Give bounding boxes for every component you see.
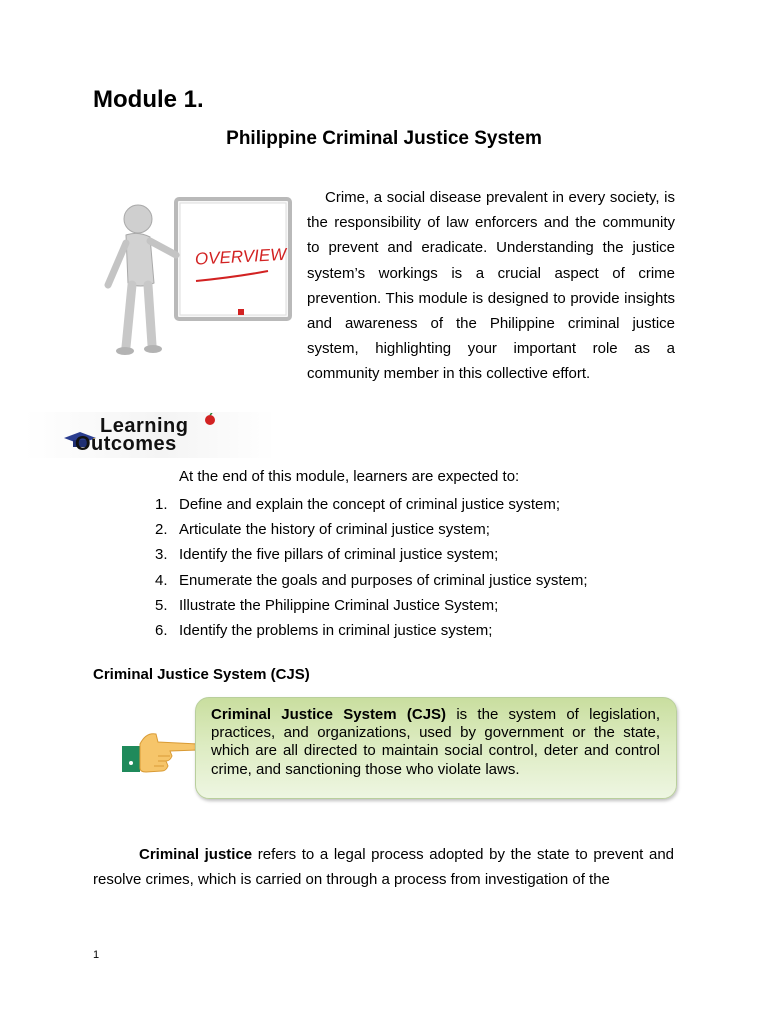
body-paragraph [93, 842, 674, 892]
paragraph-term: Criminal justice [139, 846, 253, 863]
list-item [150, 517, 588, 542]
list-item [150, 542, 588, 567]
list-text: Articulate the history of criminal justice system; [179, 521, 490, 539]
list-text: Illustrate the Philippine Criminal Justice System; [179, 596, 499, 614]
learning-outcomes-intro: At the end of this module, learners are expected to: [179, 468, 520, 485]
section-heading: Criminal Justice System (CJS) [93, 666, 310, 683]
learning-outcomes-list [150, 492, 588, 643]
definition-text: is the system of legislation, practices, and organizations, used by government or the state, which are all directed to maintain social control, deter and control crime, and sanctioning those who violate laws. [211, 706, 660, 778]
overview-illustration [96, 193, 296, 363]
definition-term: Criminal Justice System (CJS) [211, 706, 447, 723]
list-text: Define and explain the concept of criminal justice system; [179, 496, 561, 513]
banner-line-2: Outcomes [75, 433, 177, 455]
list-item [150, 593, 588, 618]
list-item [150, 568, 588, 593]
page-number: 1 [93, 949, 100, 961]
page-title: Philippine Criminal Justice System [226, 128, 542, 149]
apple-icon [203, 413, 217, 425]
banner-line-1: Learning [100, 415, 189, 437]
list-item [150, 492, 588, 517]
list-number: 6. [155, 621, 168, 639]
list-number: 2. [155, 521, 168, 539]
list-number: 1. [155, 496, 168, 513]
list-number: 4. [155, 571, 168, 589]
list-item [150, 618, 588, 643]
list-number: 5. [155, 596, 168, 614]
intro-paragraph: Crime, a social disease prevalent in every society, is the responsibility of law enforcers and the community to prevent and eradicate. Understanding the justice system’s workings is a crucial aspect of crime prevention. This module is designed to provide insights and awareness of the Philippine criminal justice system, highlighting your important role as a community member in this collective effort. [307, 189, 675, 383]
board-text: OVERVIEW [194, 244, 287, 269]
list-text: Identify the problems in criminal justice system; [179, 621, 493, 639]
list-number: 3. [155, 546, 168, 564]
definition-callout [195, 697, 677, 799]
list-text: Enumerate the goals and purposes of criminal justice system; [179, 571, 588, 589]
paragraph-text: refers to a legal process adopted by the state to prevent and resolve crimes, which is carried on through a process from investigation of the [93, 846, 675, 889]
learning-outcomes-banner [25, 412, 275, 458]
list-text: Identify the five pillars of criminal justice system; [179, 546, 499, 564]
module-number: Module 1. [93, 86, 204, 113]
pointing-hand-icon [122, 728, 202, 776]
